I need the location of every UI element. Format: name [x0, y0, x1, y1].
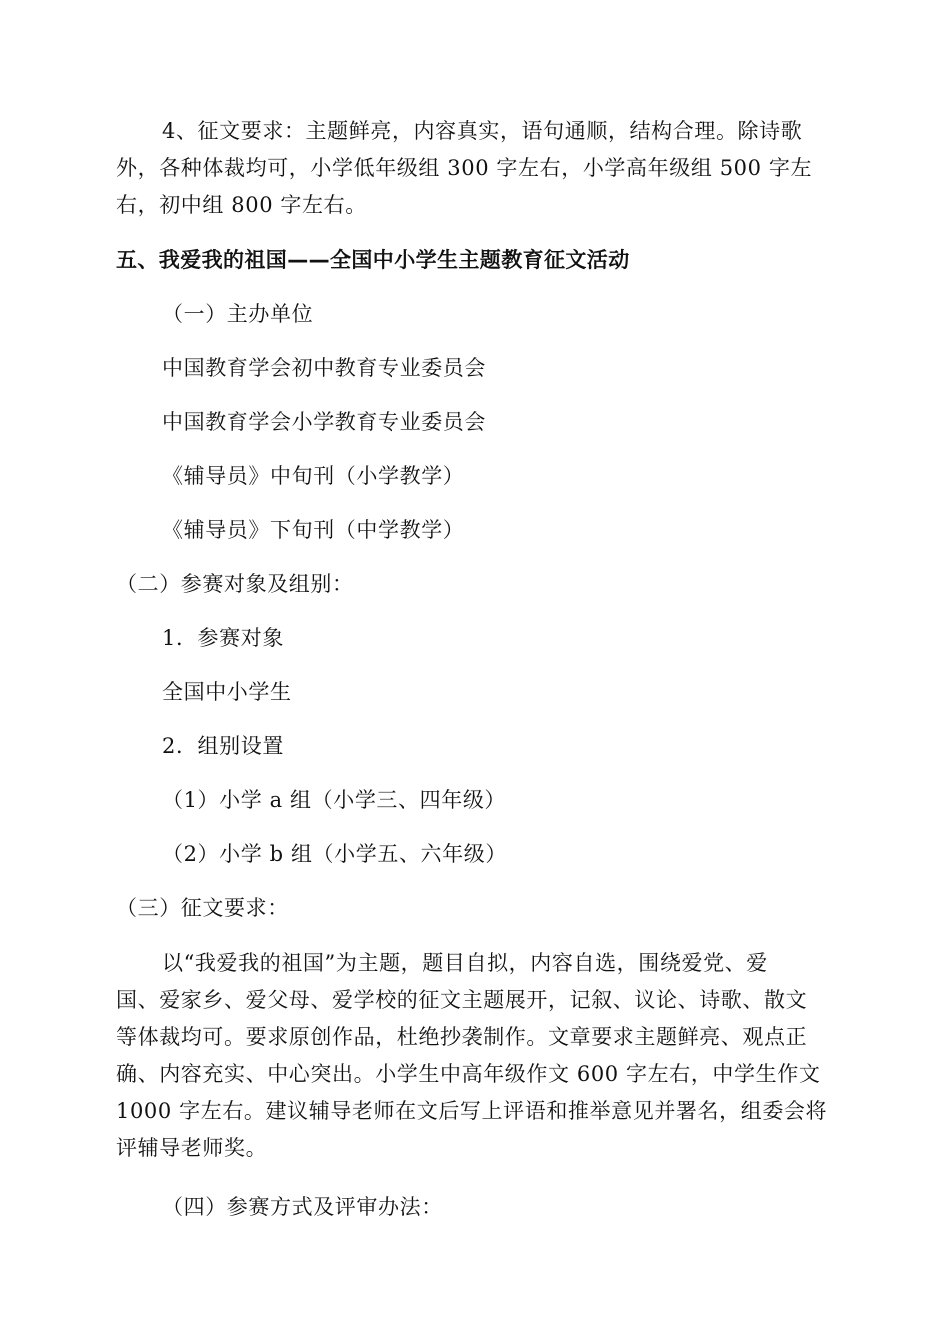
essay-requirements-line: 1000 字左右。建议辅导老师在文后写上评语和推举意见并署名，组委会将	[116, 1099, 828, 1123]
method-heading: （四）参赛方式及评审办法：	[162, 1195, 443, 1219]
section-5-title: 五、我爱我的祖国——全国中小学生主题教育征文活动	[116, 248, 630, 272]
essay-requirements-line: 评辅导老师奖。	[116, 1136, 268, 1160]
participants-group-item: （2）小学 b 组（小学五、六年级）	[162, 842, 507, 866]
organizer-item: 《辅导员》下旬刊（中学教学）	[162, 518, 465, 542]
participants-target-value: 全国中小学生	[162, 680, 292, 704]
requirements-4-line-1: 4、征文要求：主题鲜亮，内容真实，语句通顺，结构合理。除诗歌	[162, 119, 803, 143]
participants-groups-label: 2．组别设置	[162, 734, 284, 758]
requirements-4-line-2: 外，各种体裁均可，小学低年级组 300 字左右，小学高年级组 500 字左	[116, 156, 813, 180]
essay-requirements-heading: （三）征文要求：	[116, 896, 289, 920]
participants-heading: （二）参赛对象及组别：	[116, 572, 354, 596]
organizers-heading: （一）主办单位	[162, 302, 314, 326]
essay-requirements-line: 等体裁均可。要求原创作品，杜绝抄袭制作。文章要求主题鲜亮、观点正	[116, 1025, 808, 1049]
participants-target-label: 1．参赛对象	[162, 626, 284, 650]
organizer-item: 中国教育学会初中教育专业委员会	[162, 356, 486, 380]
requirements-4-line-3: 右，初中组 800 字左右。	[116, 193, 367, 217]
organizer-item: 《辅导员》中旬刊（小学教学）	[162, 464, 465, 488]
essay-requirements-line: 以“我爱我的祖国”为主题，题目自拟，内容自选，围绕爱党、爱	[162, 951, 768, 975]
organizer-item: 中国教育学会小学教育专业委员会	[162, 410, 486, 434]
essay-requirements-line: 国、爱家乡、爱父母、爱学校的征文主题展开，记叙、议论、诗歌、散文	[116, 988, 808, 1012]
participants-group-item: （1）小学 a 组（小学三、四年级）	[162, 788, 507, 812]
essay-requirements-line: 确、内容充实、中心突出。小学生中高年级作文 600 字左右，中学生作文	[116, 1062, 821, 1086]
